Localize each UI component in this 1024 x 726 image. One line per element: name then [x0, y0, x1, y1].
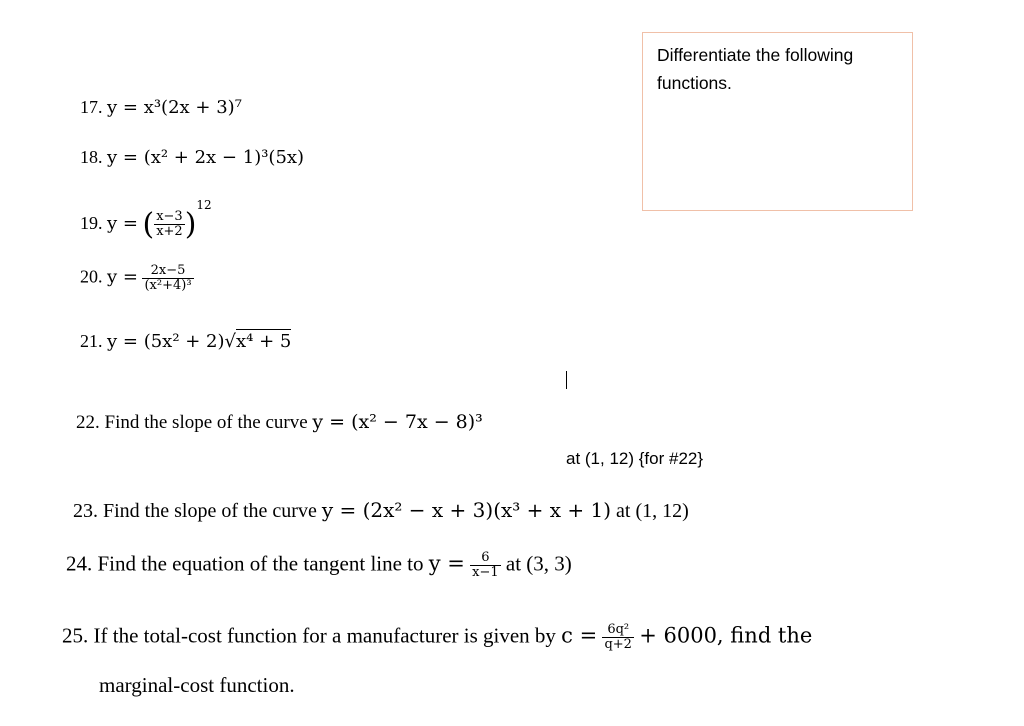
fraction-denominator: q+2: [604, 637, 632, 652]
problem-24: [66, 551, 572, 580]
problem-lhs: y =: [428, 551, 465, 576]
problem-number: 17.: [80, 97, 103, 117]
problem-lhs: y =: [107, 266, 138, 288]
fraction: [602, 623, 634, 652]
fraction: [154, 210, 185, 239]
fraction-numerator: 6: [481, 550, 490, 565]
problem-lhs: y =: [107, 213, 138, 234]
problem-18: [80, 147, 304, 168]
problem-equation: y = x³(2x + 3)⁷: [107, 97, 242, 118]
fraction-numerator: 2x−5: [150, 263, 186, 278]
problem-25: [62, 623, 812, 652]
problem-point: at (1, 12): [616, 500, 689, 522]
radicand: x⁴ + 5: [236, 331, 292, 352]
problem-text: 22. Find the slope of the curve: [76, 412, 308, 433]
problem-21: [80, 331, 291, 352]
fraction-denominator: x−1: [472, 565, 499, 580]
problem-text: 24. Find the equation of the tangent line to: [66, 551, 424, 576]
problem-lhs: c =: [561, 623, 598, 648]
left-paren: (: [142, 206, 155, 242]
problem-number: 21.: [80, 331, 103, 351]
right-paren: ): [184, 206, 197, 242]
problem-text: 25. If the total-cost function for a manufacturer is given by: [62, 623, 556, 648]
problem-equation: y = (5x² + 2): [107, 331, 225, 352]
problem-number: 20.: [80, 266, 103, 287]
fraction-numerator: 6q²: [607, 622, 630, 637]
fraction: [470, 551, 501, 580]
radical-sign: √: [224, 331, 237, 352]
problem-tail: + 6000, find the: [639, 623, 813, 648]
problem-point: at (3, 3): [505, 551, 572, 576]
exponent: 12: [196, 198, 212, 212]
fraction-denominator: x+2: [156, 224, 183, 240]
problem-text: 23. Find the slope of the curve: [73, 500, 317, 522]
problem-22: [76, 411, 483, 434]
fraction-numerator: x−3: [156, 209, 183, 225]
problem-20: [80, 264, 194, 293]
fraction: [142, 264, 193, 293]
fraction-denominator: (x²+4)³: [144, 278, 192, 293]
problem-number: 19.: [80, 213, 103, 233]
problem-equation: y = (2x² − x + 3)(x³ + x + 1): [321, 498, 612, 522]
instruction-note-box[interactable]: [642, 32, 913, 211]
text-cursor: [566, 371, 567, 389]
problem-equation: y = (x² + 2x − 1)³(5x): [107, 147, 305, 168]
problem-22-note: at (1, 12) {for #22}: [566, 449, 704, 468]
problem-25-line-2: marginal-cost function.: [99, 673, 295, 697]
problem-number: 18.: [80, 147, 103, 167]
instruction-text: Differentiate the following functions.: [657, 45, 854, 93]
problem-17: [80, 97, 242, 118]
problem-19: [80, 198, 212, 240]
problem-equation: y = (x² − 7x − 8)³: [312, 411, 483, 433]
problem-23: [73, 498, 689, 523]
